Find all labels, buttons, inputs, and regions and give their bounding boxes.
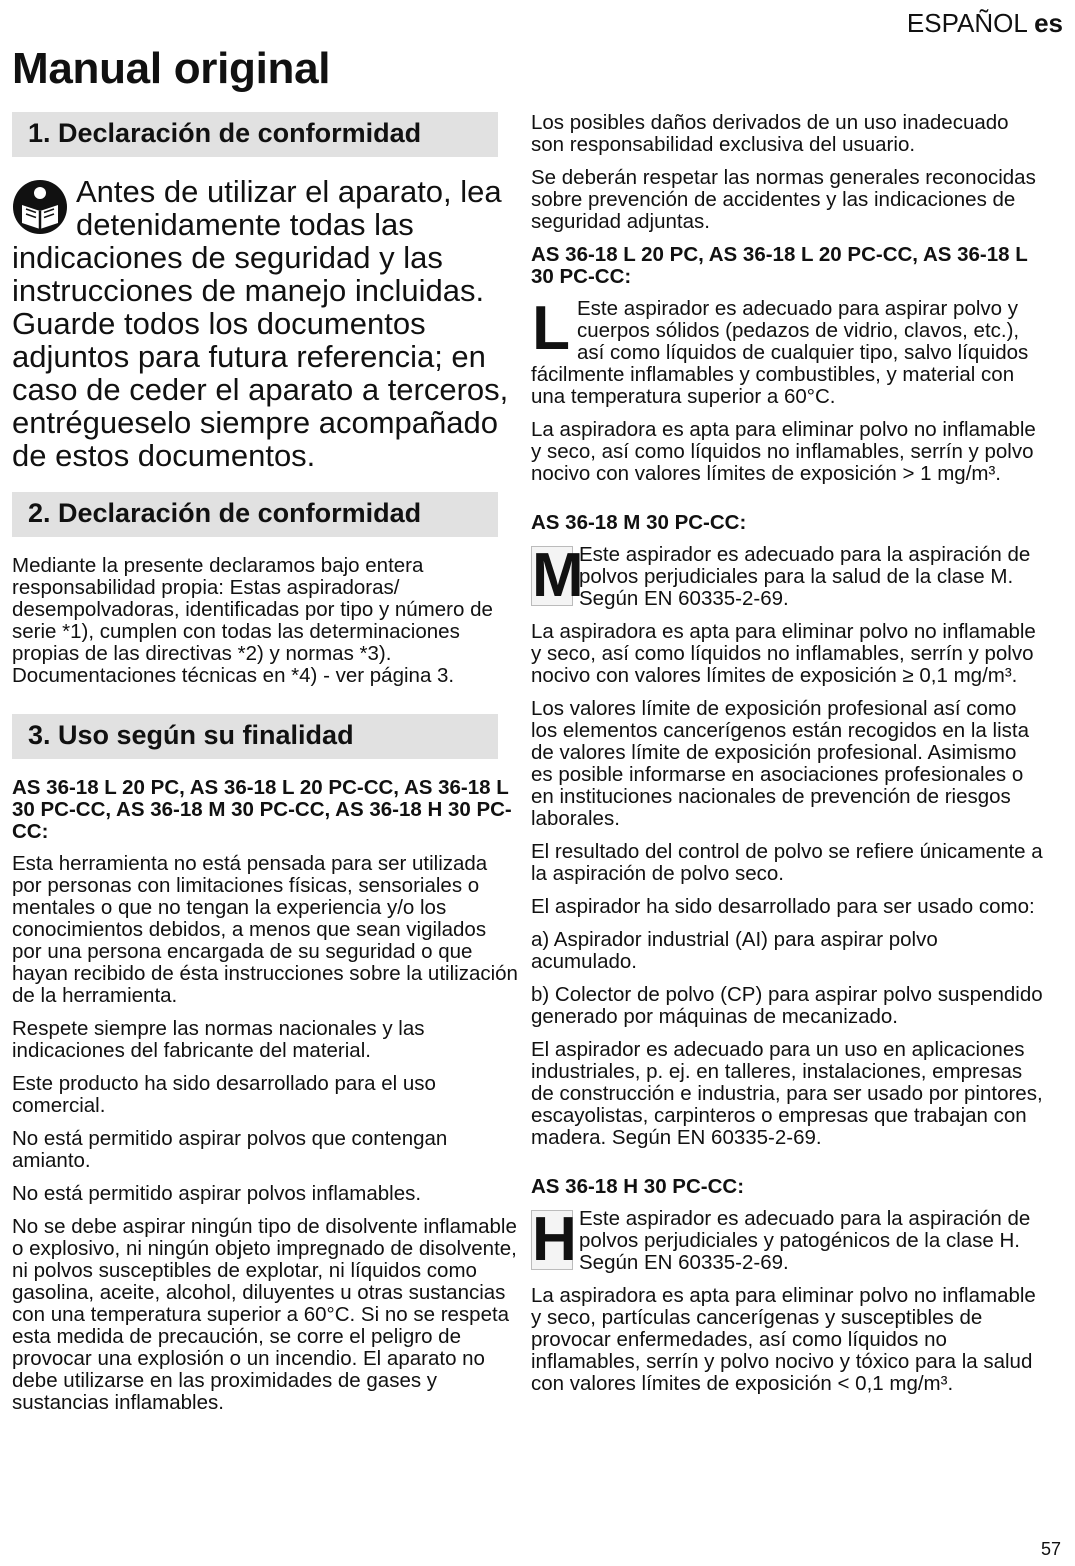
paragraph: El resultado del control de polvo se refiere únicamente a la aspiración de polvo seco. [531,840,1043,885]
paragraph: Se deberán respetar las normas generales reconocidas sobre prevención de accidentes y las indicaciones de seguridad adjuntas. [531,166,1036,233]
models-heading: AS 36-18 L 20 PC, AS 36-18 L 20 PC-CC, AS 36-18 L 30 PC-CC, AS 36-18 M 30 PC-CC, AS 36-18 H 30 PC-CC: [12,776,512,843]
paragraph: Respete siempre las normas nacionales y las indicaciones del fabricante del material. [12,1017,425,1062]
class-l-icon: L [532,298,570,363]
paragraph: b) Colector de polvo (CP) para aspirar polvo suspendido generado por máquinas de mecanizado. [531,983,1043,1028]
class-m-block [531,544,1043,610]
paragraph: Los posibles daños derivados de un uso inadecuado son responsabilidad exclusiva del usuario. [531,111,1009,156]
safety-intro-text: Antes de utilizar el aparato, lea detenidamente todas las indicaciones de seguridad y las instrucciones de manejo incluidas. Guarde todos los documentos adjuntos para futura referencia; en caso de ceder el aparato a terceros, entrégueselo siempre acompañado de estos documentos. [12,174,509,473]
class-m-icon: M [532,544,584,610]
paragraph: La aspiradora es apta para eliminar polvo no inflamable y seco, partículas cancerígenas y susceptibles de provocar enfermedades, así como líquidos no inflamables, serrín y polvo nocivo y tóxico para la salud con valores límites de exposición < 0,1 mg/m³. [531,1284,1036,1395]
models-l-heading: AS 36-18 L 20 PC, AS 36-18 L 20 PC-CC, AS 36-18 L 30 PC-CC: [531,243,1028,288]
paragraph: No está permitido aspirar polvos inflamables. [12,1182,422,1205]
section-heading-3: 3. Uso según su finalidad [12,714,498,759]
right-column [531,112,1043,1406]
language-tag [907,8,1063,39]
language-code: es [1034,8,1063,38]
section-heading-1: 1. Declaración de conformidad [12,112,498,157]
paragraph: No está permitido aspirar polvos que contengan amianto. [12,1127,448,1172]
paragraph: La aspiradora es apta para eliminar polvo no inflamable y seco, así como líquidos no inflamables, serrín y polvo nocivo con valores límites de exposición ≥ 0,1 mg/m³. [531,620,1036,687]
page-number: 57 [1040,1539,1061,1559]
safety-intro [12,175,518,472]
models-h-heading: AS 36-18 H 30 PC-CC: [531,1175,745,1198]
paragraph: a) Aspirador industrial (AI) para aspirar polvo acumulado. [531,928,938,973]
class-h-block [531,1208,1043,1274]
document-title: Manual original [12,44,331,93]
left-column [12,112,518,1425]
class-h-text: Este aspirador es adecuado para la aspiración de polvos perjudiciales y patogénicos de la clase H. Según EN 60335-2-69. [579,1208,1031,1274]
declaration-text: Mediante la presente declaramos bajo entera responsabilidad propia: Estas aspiradoras/ desempolvadoras, identificadas por tipo y número de serie *1), cumplen con todas las determinaciones propias de las directivas *2) y normas *3). Documentaciones técnicas en *4) - ver página 3. [12,554,493,687]
section-heading-2: 2. Declaración de conformidad [12,492,498,537]
class-m-text: Este aspirador es adecuado para la aspiración de polvos perjudiciales para la salud de la clase M. Según EN 60335-2-69. [579,544,1031,610]
language-label: ESPAÑOL [906,8,1027,38]
paragraph: Los valores límite de exposición profesional así como los elementos cancerígenos están recogidos en la lista de valores límite de exposición profesional. Asimismo es posible informarse en asociaciones profesionales o en instituciones nacionales de prevención de riesgos laborales. [531,697,1029,830]
class-h-icon: H [532,1208,577,1274]
paragraph: Esta herramienta no está pensada para ser utilizada por personas con limitaciones físicas, sensoriales o mentales o que no tengan la experiencia y/o los conocimientos debidos, a menos que sean vigilados por una persona encargada de su seguridad o que hayan recibido de ésta instrucciones sobre la utilización de la herramienta. [12,852,518,1007]
paragraph: El aspirador ha sido desarrollado para ser usado como: [531,895,1035,918]
paragraph: Este producto ha sido desarrollado para el uso comercial. [12,1072,436,1117]
class-l-text: Este aspirador es adecuado para aspirar polvo y cuerpos sólidos (pedazos de vidrio, clavos, etc.), así como líquidos de cualquier tipo, salvo líquidos fácilmente inflamables y combustibles, y material con una temperatura superior a 60°C. [531,298,1029,408]
class-l-block [531,298,1043,408]
paragraph: No se debe aspirar ningún tipo de disolvente inflamable o explosivo, ni ningún objeto impregnado de disolvente, ni polvos susceptibles de explotar, ni líquidos como gasolina, aceite, alcohol, diluyentes u otras sustancias con una temperatura superior a 60°C. Si no se respeta esta medida de precaución, se corre el peligro de provocar una explosión o un incendio. El aparato no debe utilizarse en las proximidades de gases y sustancias inflamables. [12,1215,517,1414]
models-m-heading: AS 36-18 M 30 PC-CC: [531,511,747,534]
paragraph: El aspirador es adecuado para un uso en aplicaciones industriales, p. ej. en talleres, instalaciones, empresas de construcción e industria, para ser usado por pintores, escayolistas, carpinteros o empresas que trabajan con madera. Según EN 60335-2-69. [531,1038,1043,1149]
paragraph: La aspiradora es apta para eliminar polvo no inflamable y seco, así como líquidos no inflamables, serrín y polvo nocivo con valores límites de exposición > 1 mg/m³. [531,418,1036,485]
read-manual-icon [12,179,68,235]
